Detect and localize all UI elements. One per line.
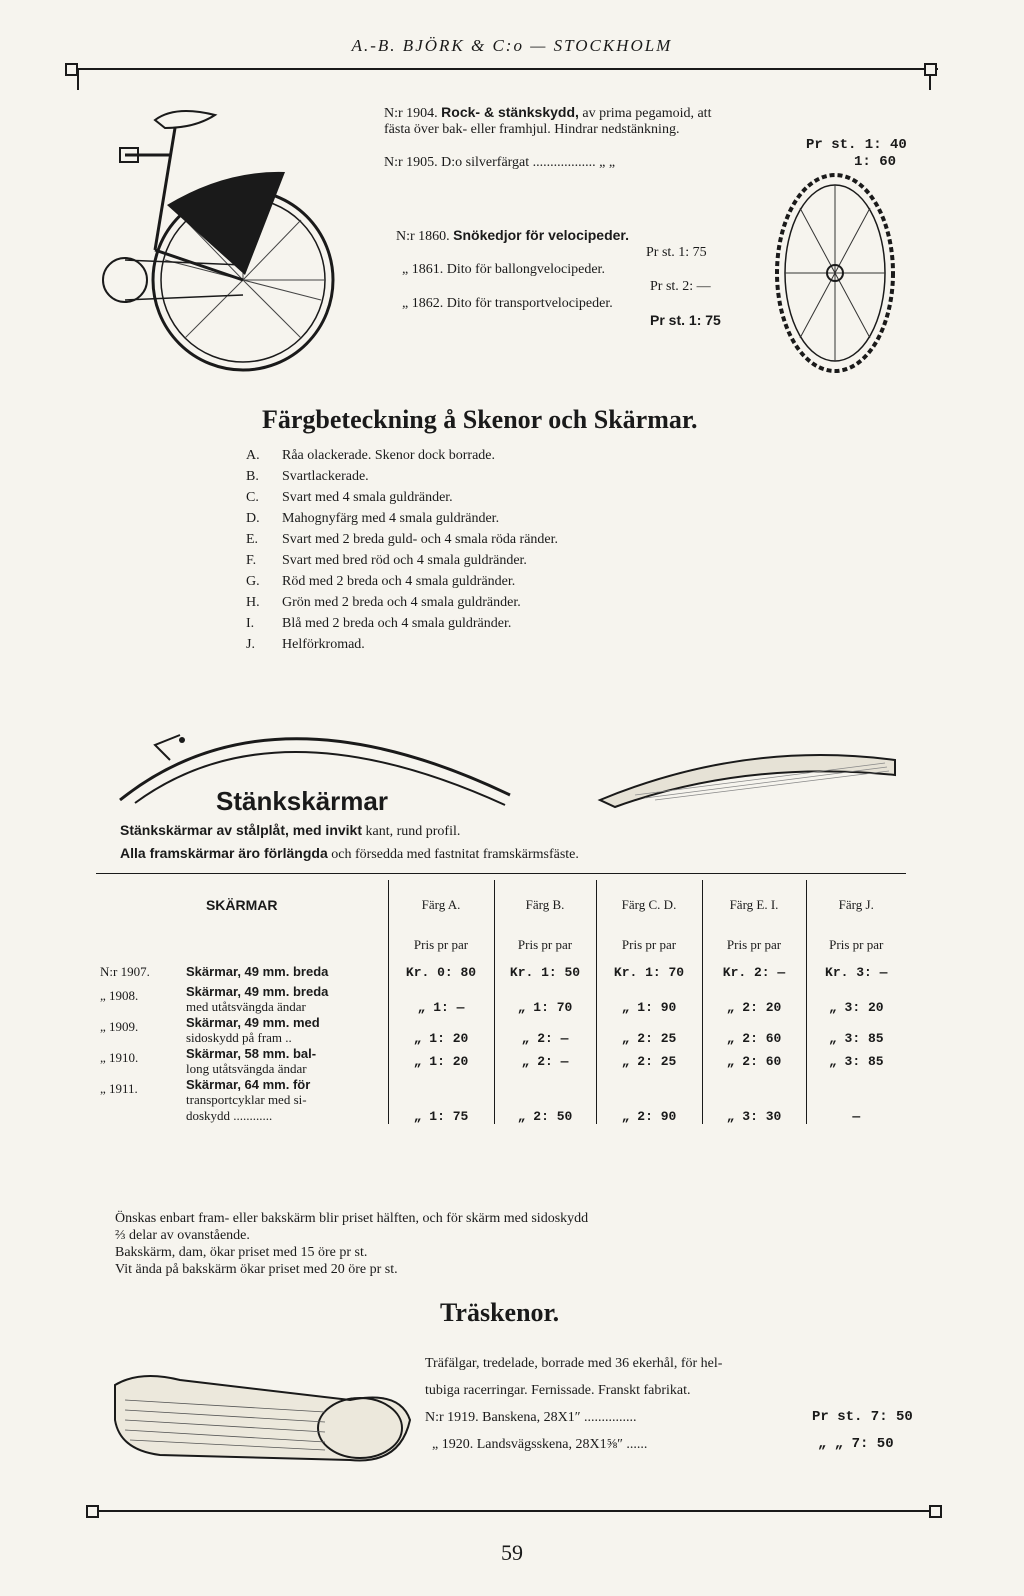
snow-price-1862: Pr st. 1: 75 — [650, 312, 721, 328]
corner-ornament — [86, 1505, 99, 1518]
price-cell: „ 3: 85 — [806, 1015, 906, 1046]
wooden-rims-line-4 — [432, 1436, 647, 1453]
color-designation-list — [246, 447, 558, 657]
note-line: Bakskärm, dam, ökar priset med 15 öre pr st. — [115, 1245, 368, 1260]
column-header: Färg A. — [388, 880, 494, 930]
price-cell: „ 1: — — [388, 984, 494, 1015]
item-description: Banskena, 28X1″ ............... — [482, 1410, 637, 1425]
color-item — [246, 615, 558, 636]
wooden-rims-title: Träskenor. — [440, 1298, 560, 1327]
color-item — [246, 510, 558, 531]
mudguards-desc-bold: Alla framskärmar äro förlängda — [120, 845, 328, 861]
price-cell: „ 3: 20 — [806, 984, 906, 1015]
color-letter: D. — [246, 511, 260, 526]
row-number: „ 1909. — [100, 1019, 139, 1034]
corner-ornament — [65, 63, 78, 76]
wooden-rim-illustration — [100, 1340, 420, 1485]
row-description — [182, 984, 388, 1015]
rock-price-1904: Pr st. 1: 40 — [806, 137, 907, 153]
price-1919: Pr st. 7: 50 — [812, 1409, 913, 1425]
item-number: N:r 1905. — [384, 155, 438, 170]
item-description: Dito för transportvelocipeder. — [446, 296, 613, 311]
price-cell: Kr. 1: 70 — [596, 960, 702, 984]
item-description: Landsvägsskena, 28X1⅝″ ...... — [476, 1437, 648, 1452]
row-number: N:r 1907. — [100, 964, 150, 979]
color-item — [246, 594, 558, 615]
table-head-label: SKÄRMAR — [205, 897, 278, 913]
rock-price-1905: 1: 60 — [854, 154, 897, 170]
mudguards-line-2 — [120, 845, 579, 863]
bicycle-mudguard-illustration — [95, 100, 355, 375]
mudguards-desc: och försedda med fastnitat framskärmsfäste. — [331, 847, 579, 862]
color-text: Röd med 2 breda och 4 smala guldränder. — [282, 574, 516, 589]
color-text: Råa olackerade. Skenor dock borrade. — [282, 448, 496, 463]
snow-price-1860: Pr st. 1: 75 — [646, 245, 707, 260]
price-cell: „ 1: 75 — [388, 1077, 494, 1124]
price-cell: „ 2: 50 — [494, 1077, 596, 1124]
wooden-rims-line-1: Träfälgar, tredelade, borrade med 36 ekerhål, för hel- — [425, 1356, 723, 1371]
color-item — [246, 552, 558, 573]
page-header: A.-B. BJÖRK & C:o — STOCKHOLM — [351, 36, 673, 55]
mudguard-illustration-right — [595, 745, 905, 815]
item-description: Dito för ballongvelocipeder. — [446, 262, 605, 277]
price-cell: — — [806, 1077, 906, 1124]
desc-line: med utåtsvängda ändar — [186, 999, 306, 1014]
price-cell: „ 1: 20 — [388, 1046, 494, 1077]
color-letter: B. — [246, 469, 259, 484]
price-cell: „ 1: 20 — [388, 1015, 494, 1046]
table-header-row — [96, 880, 906, 930]
snow-line-1 — [396, 227, 629, 245]
rock-line-4 — [384, 154, 615, 171]
note-line: ⅔ delar av ovanstående. — [115, 1228, 250, 1243]
price-cell: Kr. 0: 80 — [388, 960, 494, 984]
item-number: „ 1861. — [402, 262, 444, 277]
color-item — [246, 489, 558, 510]
color-text: Svartlackerade. — [282, 469, 369, 484]
color-item — [246, 531, 558, 552]
mudguards-title: Stänkskärmar — [216, 786, 388, 816]
item-title: Rock- & stänkskydd, — [441, 104, 579, 120]
desc-line: long utåtsvängda ändar — [186, 1061, 307, 1076]
row-description — [182, 1046, 388, 1077]
column-header: Färg B. — [494, 880, 596, 930]
top-rule — [70, 68, 938, 70]
note-line: Önskas enbart fram- eller bakskärm blir priset hälften, och för skärm med sidoskydd — [115, 1211, 589, 1226]
desc-line: Skärmar, 49 mm. breda — [186, 964, 329, 979]
column-header: Färg J. — [806, 880, 906, 930]
snow-price-1861: Pr st. 2: — — [650, 279, 711, 294]
table-top-rule — [96, 873, 906, 874]
desc-line: Skärmar, 58 mm. bal- — [186, 1046, 317, 1061]
rock-line-2: fästa över bak- eller framhjul. Hindrar nedstänkning. — [384, 122, 680, 137]
color-text: Svart med 4 smala guldränder. — [282, 490, 453, 505]
desc-line: Skärmar, 49 mm. breda — [186, 984, 329, 999]
snow-chain-wheel-illustration — [770, 168, 900, 378]
unit-label: Pris pr par — [806, 930, 906, 960]
color-item — [246, 468, 558, 489]
color-item — [246, 636, 558, 657]
price-cell: „ 2: 90 — [596, 1077, 702, 1124]
color-letter: H. — [246, 595, 260, 610]
color-text: Svart med 2 breda guld- och 4 smala röda ränder. — [282, 532, 559, 547]
item-title: Snökedjor för velocipeder. — [453, 227, 629, 243]
color-letter: F. — [246, 553, 257, 568]
desc-line: doskydd ............ — [186, 1108, 273, 1123]
price-cell: „ 2: — — [494, 1015, 596, 1046]
price-cell: „ 3: 30 — [702, 1077, 806, 1124]
rock-line-1 — [384, 104, 711, 122]
item-description: D:o silverfärgat .................. „ „ — [441, 155, 616, 170]
row-number: „ 1911. — [100, 1081, 138, 1096]
color-letter: I. — [246, 616, 255, 631]
price-cell: Kr. 2: — — [702, 960, 806, 984]
item-number: N:r 1904. — [384, 106, 438, 121]
row-description — [182, 1077, 388, 1124]
row-number: „ 1908. — [100, 988, 139, 1003]
mudguard-price-table — [96, 880, 906, 1124]
color-letter: A. — [246, 448, 260, 463]
wooden-rims-line-2: tubiga racerringar. Fernissade. Franskt fabrikat. — [425, 1383, 691, 1398]
desc-line: sidoskydd på fram .. — [186, 1030, 292, 1045]
unit-label: Pris pr par — [494, 930, 596, 960]
color-item — [246, 447, 558, 468]
item-number: „ 1862. — [402, 296, 444, 311]
price-cell: „ 3: 85 — [806, 1046, 906, 1077]
row-description — [182, 960, 388, 984]
bottom-rule — [92, 1510, 934, 1512]
table-row — [96, 1015, 906, 1046]
mudguards-desc: kant, rund profil. — [365, 824, 461, 839]
price-cell: Kr. 1: 50 — [494, 960, 596, 984]
table-row — [96, 960, 906, 984]
price-cell: „ 1: 90 — [596, 984, 702, 1015]
color-letter: G. — [246, 574, 260, 589]
color-letter: J. — [246, 637, 255, 652]
price-cell: Kr. 3: — — [806, 960, 906, 984]
unit-label: Pris pr par — [596, 930, 702, 960]
row-description — [182, 1015, 388, 1046]
item-number: N:r 1860. — [396, 229, 450, 244]
item-description: av prima pegamoid, att — [582, 106, 712, 121]
color-text: Svart med bred röd och 4 smala guldränder. — [282, 553, 527, 568]
page-number: 59 — [501, 1540, 523, 1565]
price-cell: „ 2: 25 — [596, 1015, 702, 1046]
color-item — [246, 573, 558, 594]
snow-line-2 — [402, 261, 605, 278]
desc-line: Skärmar, 64 mm. för — [186, 1077, 311, 1092]
table-row — [96, 1046, 906, 1077]
table-row — [96, 984, 906, 1015]
price-cell: „ 2: 60 — [702, 1046, 806, 1077]
desc-line: Skärmar, 49 mm. med — [186, 1015, 320, 1030]
column-header: Färg E. I. — [702, 880, 806, 930]
color-text: Blå med 2 breda och 4 smala guldränder. — [282, 616, 512, 631]
item-number: „ 1920. — [432, 1437, 474, 1452]
mudguards-line-1 — [120, 822, 460, 840]
note-line: Vit ända på bakskärm ökar priset med 20 öre pr st. — [115, 1262, 398, 1277]
table-row — [96, 1077, 906, 1124]
color-letter: E. — [246, 532, 259, 547]
price-cell: „ 2: 60 — [702, 1015, 806, 1046]
color-text: Grön med 2 breda och 4 smala guldränder. — [282, 595, 521, 610]
price-1920: „ „ 7: 50 — [818, 1436, 894, 1452]
mudguards-desc-bold: Stänkskärmar av stålplåt, med invikt — [120, 822, 362, 838]
item-number: N:r 1919. — [425, 1410, 479, 1425]
corner-ornament — [929, 1505, 942, 1518]
color-text: Helförkromad. — [282, 637, 365, 652]
unit-label: Pris pr par — [702, 930, 806, 960]
column-header: Färg C. D. — [596, 880, 702, 930]
unit-label: Pris pr par — [388, 930, 494, 960]
color-designation-title: Färgbeteckning å Skenor och Skärmar. — [262, 405, 698, 434]
price-cell: „ 2: — — [494, 1046, 596, 1077]
row-number: „ 1910. — [100, 1050, 139, 1065]
snow-line-3 — [402, 295, 613, 312]
price-cell: „ 2: 25 — [596, 1046, 702, 1077]
wooden-rims-line-3 — [425, 1409, 637, 1426]
corner-ornament — [924, 63, 937, 76]
unit-row — [96, 930, 906, 960]
color-text: Mahognyfärg med 4 smala guldränder. — [282, 511, 500, 526]
color-letter: C. — [246, 490, 259, 505]
desc-line: transportcyklar med si- — [186, 1092, 307, 1107]
price-cell: „ 1: 70 — [494, 984, 596, 1015]
price-cell: „ 2: 20 — [702, 984, 806, 1015]
